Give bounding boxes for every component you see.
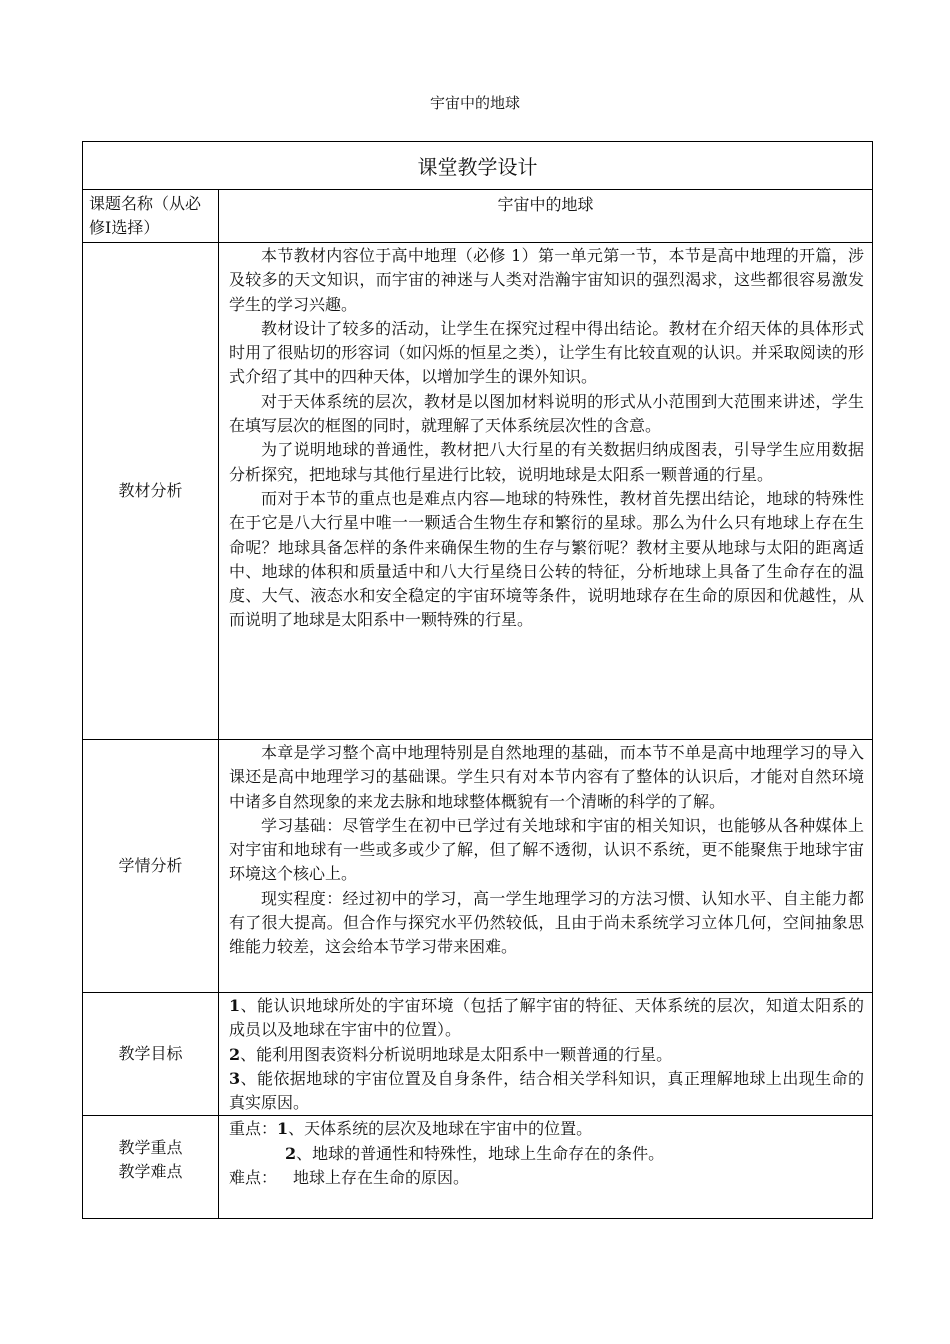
- objectives-content: [219, 993, 873, 1116]
- document-title: 宇宙中的地球: [429, 94, 520, 112]
- key-prefix: 重点：: [229, 1119, 278, 1139]
- course-name-label: 课题名称（从必修Ⅰ选择）: [83, 190, 219, 243]
- lesson-design-table: [82, 141, 873, 1219]
- course-name-row: [83, 190, 873, 243]
- material-analysis-content: [219, 243, 873, 740]
- key-points-content: [219, 1116, 873, 1219]
- difficulty-text: 地球上存在生命的原因。: [293, 1168, 470, 1188]
- key-number: 2: [285, 1143, 297, 1163]
- difficulty-label: 教学难点: [118, 1162, 183, 1182]
- key-point-2: [229, 1142, 864, 1166]
- objective-text: 、能认识地球所处的宇宙环境（包括了解宇宙的特征、天体系统的层次，知道太阳系的成员以及地球在宇宙中的位置）。: [229, 996, 864, 1040]
- paragraph: 为了说明地球的普通性，教材把八大行星的有关数据归纳成图表，引导学生应用数据分析探究，把地球与其他行星进行比较，说明地球是太阳系一颗普通的行星。: [229, 440, 864, 484]
- student-analysis-label: 学情分析: [83, 740, 219, 993]
- key-point-1: [229, 1117, 864, 1141]
- table-header: 课堂教学设计: [83, 142, 873, 190]
- paragraph: 教材设计了较多的活动，让学生在探究过程中得出结论。教材在介绍天体的具体形式时用了很贴切的形容词（如闪烁的恒星之类），让学生有比较直观的认识。并采取阅读的形式介绍了其中的四种天体，以增加学生的课外知识。: [229, 318, 864, 387]
- paragraph: 而对于本节的重点也是难点内容—地球的特殊性，教材首先摆出结论，地球的特殊性在于它是八大行星中唯一一颗适合生物生存和繁衍的星球。那么为什么只有地球上存在生命呢？地球具备怎样的条件来确保生物的生存与繁衍呢？教材主要从地球与太阳的距离适中、地球的体积和质量适中和八大行星绕日公转的特征，分析地球上具备了生命存在的温度、大气、液态水和安全稳定的宇宙环境等条件，说明地球存在生命的原因和优越性，从而说明了地球是太阳系中一颗特殊的行星。: [229, 488, 864, 630]
- paragraph: 对于天体系统的层次，教材是以图加材料说明的形式从小范围到大范围来讲述，学生在填写层次的框图的同时，就理解了天体系统层次性的含意。: [229, 391, 864, 436]
- paragraph: 本节教材内容位于高中地理（必修 1）第一单元第一节，本节是高中地理的开篇，涉及较多的天文知识，而宇宙的神迷与人类对浩瀚宇宙知识的强烈渴求，这些都很容易激发学生的学习兴趣。: [229, 246, 864, 314]
- objective-text: 、能利用图表资料分析说明地球是太阳系中一颗普通的行星。: [240, 1044, 673, 1064]
- objective-text: 、能依据地球的宇宙位置及自身条件，结合相关学科知识，真正理解地球上出现生命的真实原因。: [229, 1068, 864, 1113]
- course-name-value: 宇宙中的地球: [219, 190, 873, 243]
- key-text: 、地球的普通性和特殊性，地球上生命存在的条件。: [296, 1143, 665, 1163]
- material-analysis-row: [83, 243, 873, 740]
- objective-item: [229, 1067, 864, 1116]
- key-number: 1: [277, 1119, 289, 1139]
- material-analysis-label: 教材分析: [83, 243, 219, 740]
- key-points-label: [83, 1116, 219, 1219]
- key-point-label: 教学重点: [118, 1138, 183, 1158]
- student-analysis-content: [219, 740, 873, 993]
- objectives-label: 教学目标: [83, 993, 219, 1116]
- paragraph: 现实程度：经过初中的学习，高一学生地理学习的方法习惯、认知水平、自主能力都有了很大提高。但合作与探究水平仍然较低，且由于尚未系统学习立体几何，空间抽象思维能力较差，这会给本节学习带来困难。: [229, 888, 864, 957]
- objective-number: 2: [229, 1044, 241, 1064]
- paragraph: 学习基础：尽管学生在初中已学过有关地球和宇宙的相关知识，也能够从各种媒体上对宇宙和地球有一些或多或少了解，但了解不透彻，认识不系统，更不能聚焦于地球宇宙环境这个核心上。: [229, 815, 864, 884]
- paragraph: 本章是学习整个高中地理特别是自然地理的基础，而本节不单是高中地理学习的导入课还是高中地理学习的基础课。学生只有对本节内容有了整体的认识后，才能对自然环境中诸多自然现象的来龙去脉和地球整体概貌有一个清晰的科学的了解。: [229, 743, 864, 811]
- objective-item: [229, 1043, 864, 1067]
- difficulty-prefix: 难点：: [229, 1168, 278, 1188]
- student-analysis-row: [83, 740, 873, 993]
- key-text: 、天体系统的层次及地球在宇宙中的位置。: [288, 1119, 593, 1139]
- objectives-row: [83, 993, 873, 1116]
- difficulty-point: [229, 1166, 864, 1190]
- table-header-row: [83, 142, 873, 190]
- key-points-row: [83, 1116, 873, 1219]
- objective-number: 1: [229, 996, 241, 1015]
- objective-item: [229, 994, 864, 1043]
- objective-number: 3: [229, 1068, 241, 1088]
